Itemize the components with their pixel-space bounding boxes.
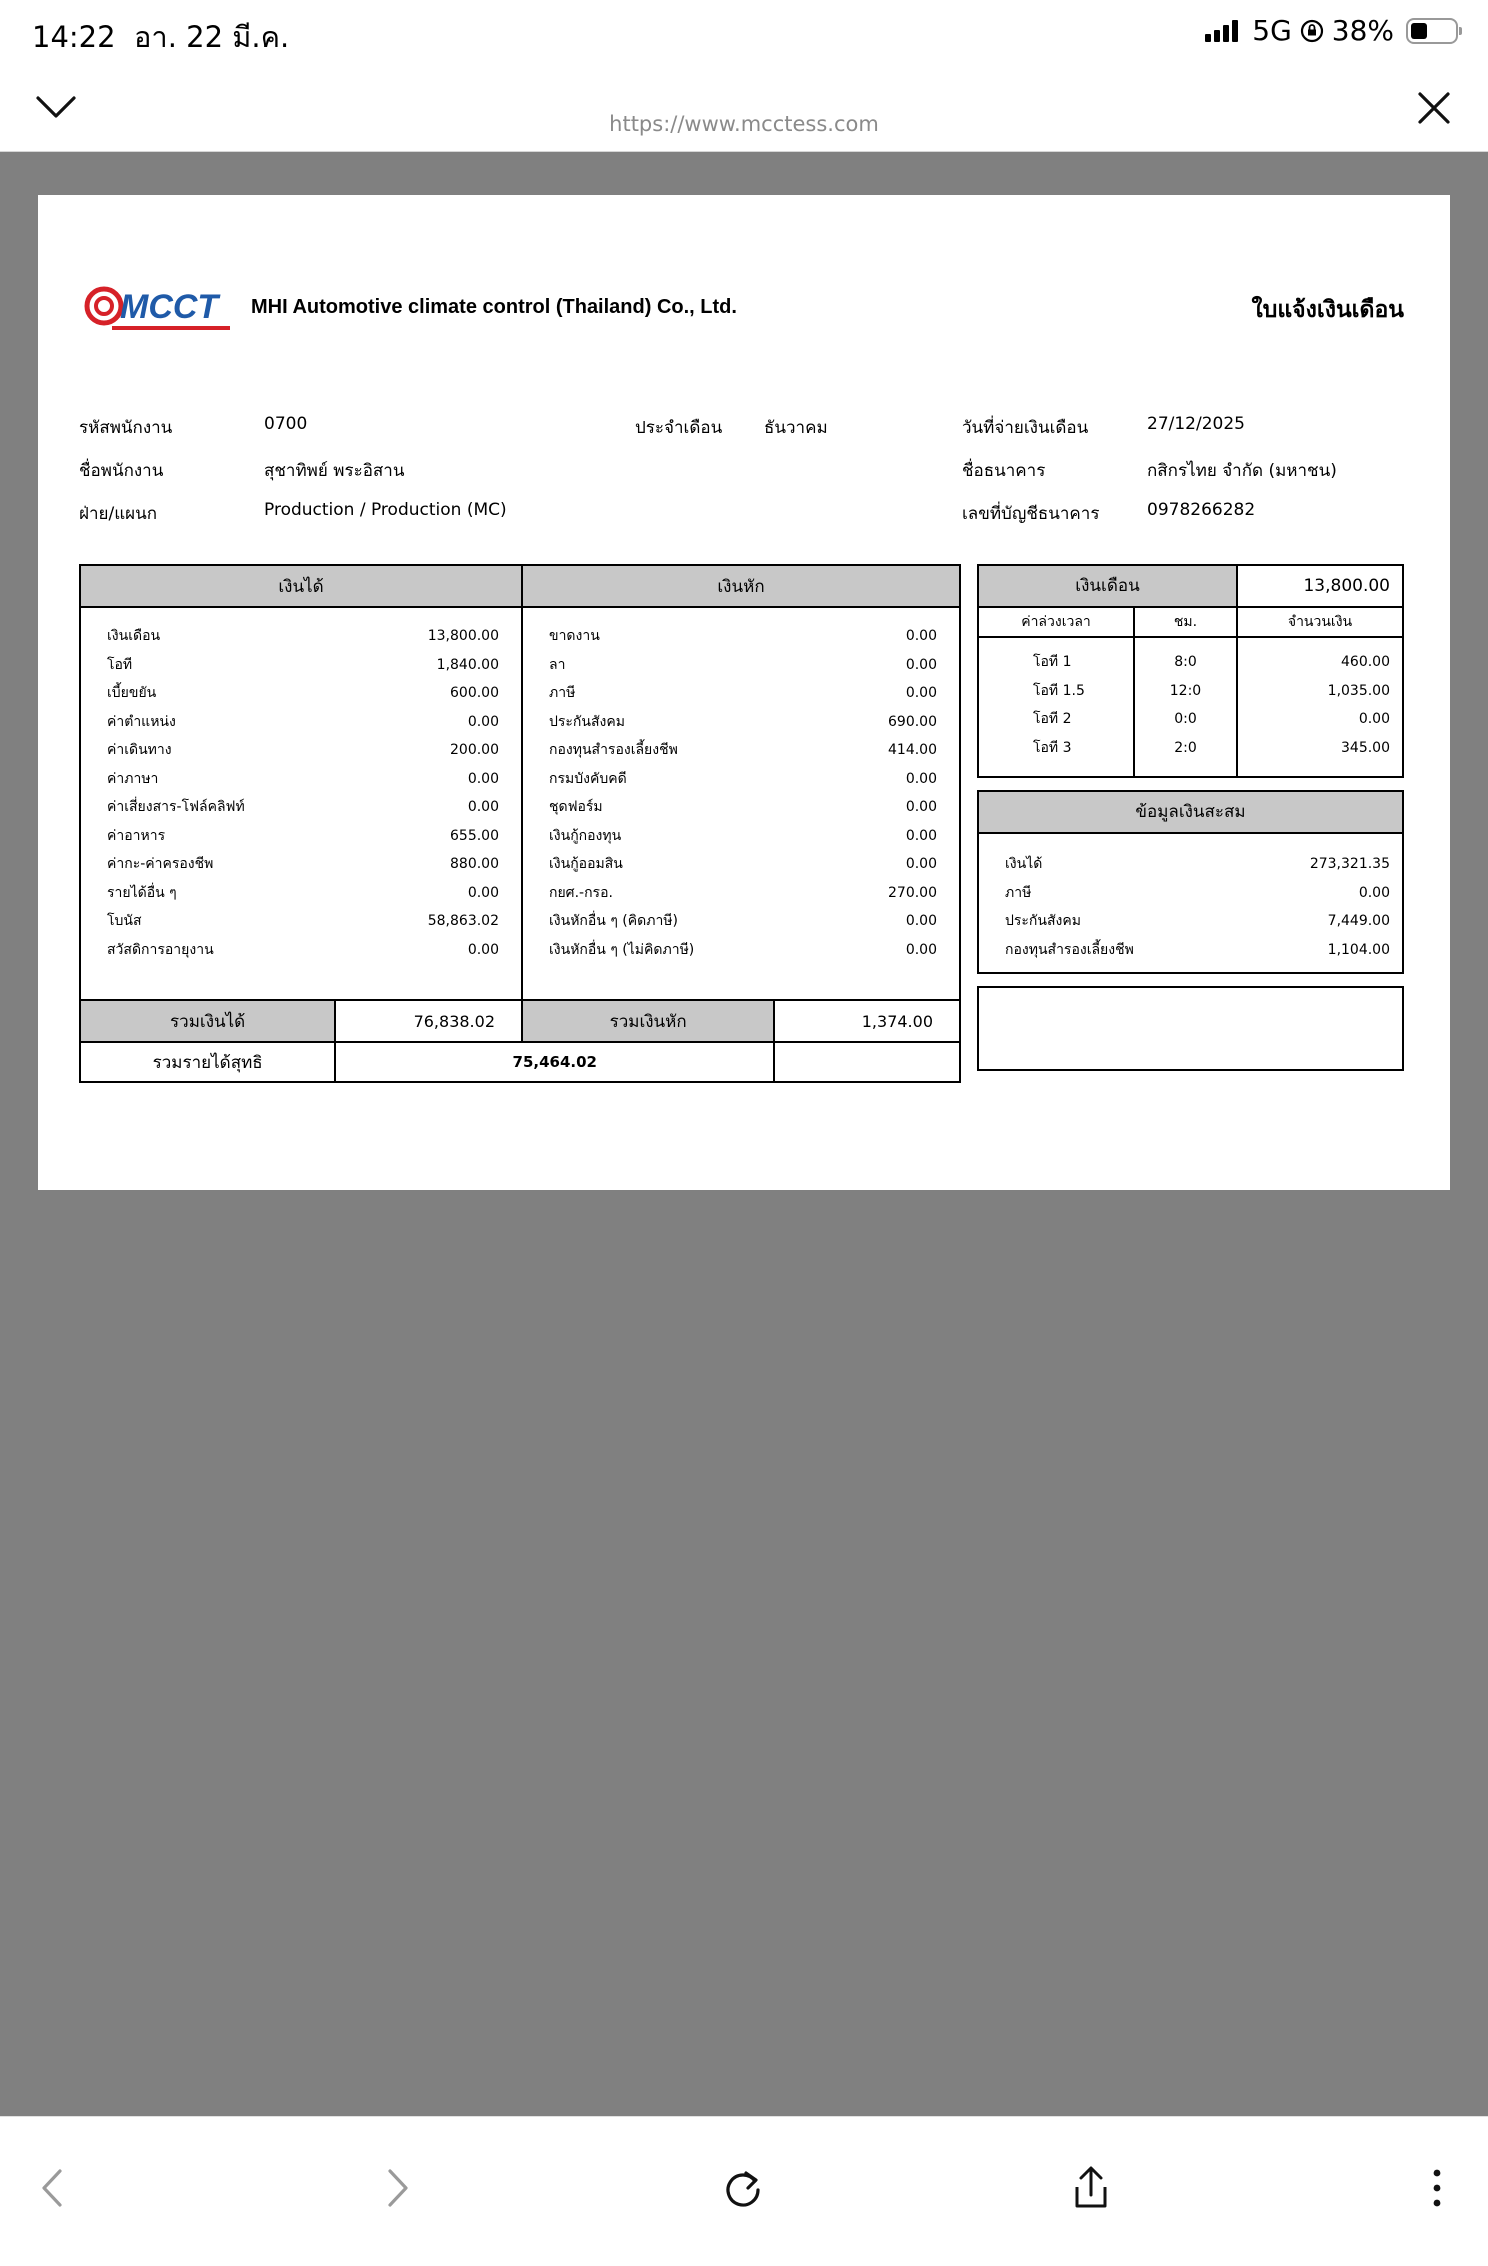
income-total-value: 76,838.02 xyxy=(335,1000,522,1042)
deduction-row-value: 0.00 xyxy=(905,827,937,844)
deduction-row-value: 270.00 xyxy=(888,884,937,901)
deduction-row xyxy=(549,879,937,908)
accumulated-row-value: 273,321.35 xyxy=(1309,856,1390,872)
ot-labels xyxy=(979,638,1135,776)
ot-hours xyxy=(1135,638,1238,776)
income-row-value: 600.00 xyxy=(450,685,499,701)
emp-id-label: รหัสพนักงาน xyxy=(79,418,173,438)
reload-icon[interactable] xyxy=(718,2163,768,2213)
ot-label: โอที 1 xyxy=(1033,654,1072,670)
income-deduction-table xyxy=(79,564,961,1083)
income-row xyxy=(107,651,499,680)
income-row xyxy=(107,879,499,908)
income-row-label: เบี้ยขยัน xyxy=(107,685,157,701)
signal-icon xyxy=(1205,20,1238,42)
dept-label: ฝ่าย/แผนก xyxy=(79,504,158,524)
income-row xyxy=(107,907,499,936)
url-label[interactable]: https://www.mcctess.com xyxy=(609,112,879,136)
emp-name-value: สุชาทิพย์ พระอิสาน xyxy=(264,461,405,481)
income-row-label: ค่าเสี่ยงสาร-โฟล์คลิฟท์ xyxy=(107,799,245,815)
ot-amount-value: 460.00 xyxy=(1341,654,1390,670)
income-row xyxy=(107,822,499,851)
pay-date-label: วันที่จ่ายเงินเดือน xyxy=(962,418,1089,438)
ot-col-header: ค่าล่วงเวลา xyxy=(979,608,1135,636)
blank-box xyxy=(977,986,1404,1071)
income-row-label: ค่าภาษา xyxy=(107,770,159,787)
deduction-row-value: 414.00 xyxy=(888,742,937,758)
deduction-row xyxy=(549,907,937,936)
accumulated-row xyxy=(1005,936,1390,965)
net-blank-cell xyxy=(774,1042,960,1082)
pay-date-value: 27/12/2025 xyxy=(1147,414,1245,434)
ot-hours-value: 2:0 xyxy=(1174,739,1197,756)
net-label: รวมรายได้สุทธิ xyxy=(80,1042,335,1082)
chevron-right-icon[interactable] xyxy=(372,2163,422,2213)
deduction-total-value: 1,374.00 xyxy=(774,1000,960,1042)
ot-amount-value: 1,035.00 xyxy=(1327,682,1390,699)
deduction-row xyxy=(549,651,937,680)
ot-label: โอที 3 xyxy=(1033,739,1072,756)
salary-value: 13,800.00 xyxy=(1303,576,1390,596)
deduction-row-label: กยศ.-กรอ. xyxy=(549,884,613,901)
ot-amount-value: 345.00 xyxy=(1341,739,1390,756)
deduction-row-value: 0.00 xyxy=(905,656,937,673)
dept-value: Production / Production (MC) xyxy=(264,500,507,520)
deduction-row xyxy=(549,708,937,737)
income-row-value: 0.00 xyxy=(467,713,499,730)
deduction-row-value: 0.00 xyxy=(905,628,937,644)
deduction-row-label: เงินกู้ออมสิน xyxy=(549,856,623,872)
ot-hours-value: 12:0 xyxy=(1169,682,1202,699)
income-row-value: 58,863.02 xyxy=(427,913,499,929)
deduction-row xyxy=(549,736,937,765)
deduction-header: เงินหัก xyxy=(522,565,960,607)
deduction-total-label: รวมเงินหัก xyxy=(522,1000,774,1042)
account-value: 0978266282 xyxy=(1147,500,1256,520)
deduction-row-label: ขาดงาน xyxy=(549,628,600,644)
income-row-label: โอที xyxy=(107,656,133,673)
deduction-list xyxy=(523,608,959,964)
salary-ot-box xyxy=(977,564,1404,778)
ot-amount-value: 0.00 xyxy=(1358,711,1390,727)
deduction-row xyxy=(549,679,937,708)
income-row xyxy=(107,622,499,651)
account-label: เลขที่บัญชีธนาคาร xyxy=(962,504,1100,524)
income-row xyxy=(107,936,499,965)
browser-bottom-bar xyxy=(0,2116,1488,2266)
deduction-row xyxy=(549,822,937,851)
deduction-row xyxy=(549,793,937,822)
income-row-value: 13,800.00 xyxy=(427,628,499,644)
deduction-row-label: ลา xyxy=(549,656,566,673)
browser-top-bar xyxy=(0,66,1488,152)
deduction-row-value: 0.00 xyxy=(905,941,937,958)
battery-percent: 38% xyxy=(1331,14,1394,47)
income-row-label: สวัสดิการอายุงาน xyxy=(107,941,214,958)
network-label: 5G xyxy=(1252,14,1292,47)
deduction-row-label: ภาษี xyxy=(549,685,576,701)
payslip-page xyxy=(38,195,1450,1190)
accumulated-row xyxy=(1005,907,1390,936)
chevron-left-icon[interactable] xyxy=(28,2163,78,2213)
ot-label: โอที 2 xyxy=(1033,711,1072,727)
deduction-items-cell xyxy=(522,607,960,1000)
status-bar xyxy=(0,0,1488,66)
status-date: อา. 22 มี.ค. xyxy=(134,20,290,54)
battery-icon xyxy=(1406,18,1458,44)
company-name: MHI Automotive climate control (Thailand) Co., Ltd. xyxy=(251,296,737,318)
status-right xyxy=(1205,14,1458,47)
accumulated-list xyxy=(979,834,1402,964)
mcct-logo xyxy=(82,280,232,336)
accumulated-row-label: ประกันสังคม xyxy=(1005,913,1081,929)
emp-id-value: 0700 xyxy=(264,414,308,434)
income-row xyxy=(107,765,499,794)
accumulated-row-label: ภาษี xyxy=(1005,884,1032,901)
ot-hours-value: 0:0 xyxy=(1174,711,1197,727)
deduction-row-value: 0.00 xyxy=(905,913,937,929)
salary-label: เงินเดือน xyxy=(979,566,1238,606)
income-row-label: ค่ากะ-ค่าครองชีพ xyxy=(107,856,214,872)
deduction-row-label: ประกันสังคม xyxy=(549,713,625,730)
deduction-row-label: เงินกู้กองทุน xyxy=(549,827,622,844)
deduction-row-value: 0.00 xyxy=(905,770,937,787)
income-row-value: 0.00 xyxy=(467,884,499,901)
income-row-value: 880.00 xyxy=(450,856,499,872)
deduction-row xyxy=(549,622,937,651)
income-row xyxy=(107,679,499,708)
income-row xyxy=(107,708,499,737)
bank-label: ชื่อธนาคาร xyxy=(962,461,1046,481)
income-row-value: 1,840.00 xyxy=(436,656,499,673)
ot-hours-value: 8:0 xyxy=(1174,654,1197,670)
document-title: ใบแจ้งเงินเดือน xyxy=(1251,297,1404,323)
ot-label: โอที 1.5 xyxy=(1033,682,1085,699)
ot-amounts xyxy=(1238,638,1402,776)
accumulated-header: ข้อมูลเงินสะสม xyxy=(979,792,1402,834)
income-row-label: ค่าตำแหน่ง xyxy=(107,713,176,730)
deduction-row xyxy=(549,850,937,879)
income-row-label: รายได้อื่น ๆ xyxy=(107,884,177,901)
orientation-lock-icon xyxy=(1300,19,1324,43)
status-time: 14:22 อา. 22 มี.ค. xyxy=(32,20,290,54)
accumulated-box xyxy=(977,790,1404,974)
hours-col-header: ชม. xyxy=(1135,608,1238,636)
deduction-row-label: ชุดฟอร์ม xyxy=(549,799,603,815)
deduction-row-label: เงินหักอื่น ๆ (คิดภาษี) xyxy=(549,913,678,929)
accumulated-row xyxy=(1005,879,1390,908)
accumulated-row-label: กองทุนสำรองเลี้ยงชีพ xyxy=(1005,941,1134,958)
accumulated-row-value: 1,104.00 xyxy=(1327,941,1390,958)
income-row xyxy=(107,850,499,879)
income-items-cell xyxy=(80,607,522,1000)
document-viewer[interactable] xyxy=(0,152,1488,2116)
close-icon[interactable] xyxy=(1414,88,1454,128)
income-row xyxy=(107,736,499,765)
accumulated-row-label: เงินได้ xyxy=(1005,856,1043,872)
bank-value: กสิกรไทย จำกัด (มหาชน) xyxy=(1147,461,1337,481)
income-row-label: ค่าเดินทาง xyxy=(107,742,172,758)
accumulated-row-value: 0.00 xyxy=(1358,884,1390,901)
income-row-label: เงินเดือน xyxy=(107,628,161,644)
deduction-row-value: 690.00 xyxy=(888,713,937,730)
accumulated-row xyxy=(1005,850,1390,879)
deduction-row-value: 0.00 xyxy=(905,856,937,872)
income-header: เงินได้ xyxy=(80,565,522,607)
deduction-row xyxy=(549,936,937,965)
emp-name-label: ชื่อพนักงาน xyxy=(79,461,164,481)
income-row-value: 0.00 xyxy=(467,799,499,815)
income-row-value: 0.00 xyxy=(467,941,499,958)
month-value: ธันวาคม xyxy=(764,418,828,438)
income-row-value: 655.00 xyxy=(450,827,499,844)
income-list xyxy=(81,608,521,964)
income-row-value: 0.00 xyxy=(467,770,499,787)
amount-col-header: จำนวนเงิน xyxy=(1287,614,1353,630)
income-row-label: ค่าอาหาร xyxy=(107,827,166,844)
income-row-label: โบนัส xyxy=(107,913,142,929)
more-vertical-icon[interactable] xyxy=(1412,2163,1462,2213)
share-icon[interactable] xyxy=(1066,2163,1116,2213)
deduction-row xyxy=(549,765,937,794)
net-value: 75,464.02 xyxy=(335,1042,774,1082)
month-label: ประจำเดือน xyxy=(635,418,723,438)
income-row xyxy=(107,793,499,822)
deduction-row-label: กรมบังคับคดี xyxy=(549,770,627,787)
deduction-row-value: 0.00 xyxy=(905,685,937,701)
income-total-label: รวมเงินได้ xyxy=(80,1000,335,1042)
deduction-row-label: เงินหักอื่น ๆ (ไม่คิดภาษี) xyxy=(549,941,695,958)
deduction-row-value: 0.00 xyxy=(905,799,937,815)
svg-text:MCCT: MCCT xyxy=(120,288,219,326)
accumulated-row-value: 7,449.00 xyxy=(1327,913,1390,929)
income-row-value: 200.00 xyxy=(450,742,499,758)
deduction-row-label: กองทุนสำรองเลี้ยงชีพ xyxy=(549,742,678,758)
